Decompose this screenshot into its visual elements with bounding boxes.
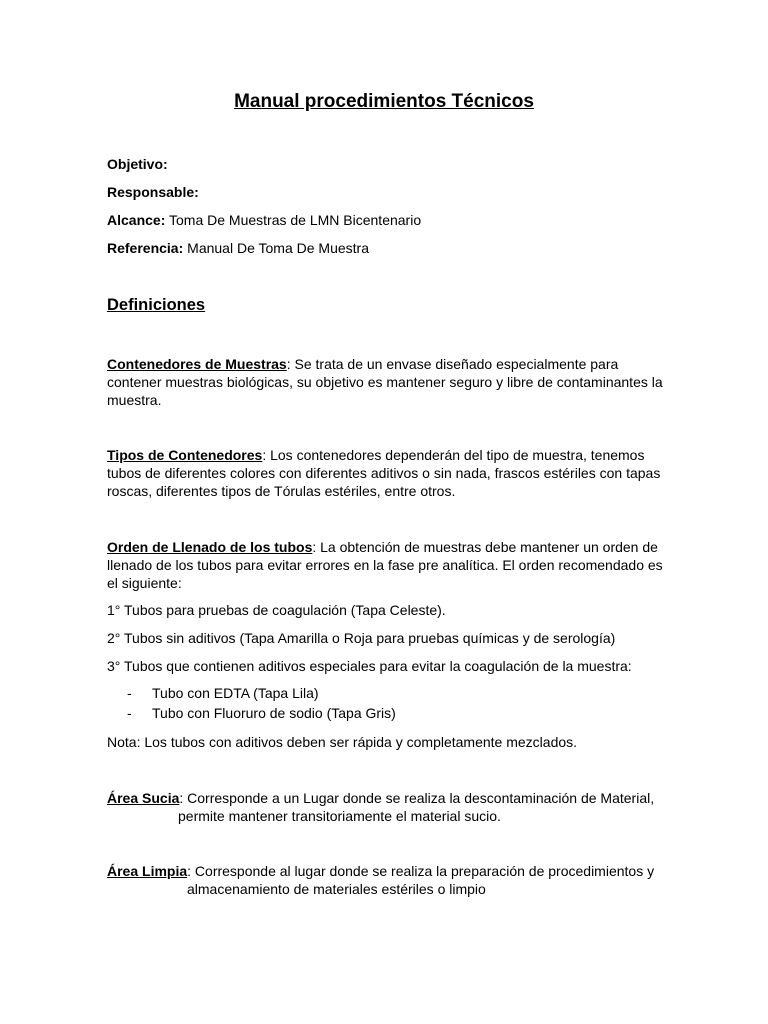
- field-label: Objetivo:: [107, 156, 168, 172]
- definition-text: : Los contenedores dependerán del tipo de muestra, tenemos tubos de diferentes colores con diferentes aditivos o sin nada, frascos estériles con tapas roscas, diferentes tipos de Tórulas estériles, entre otros.: [107, 447, 661, 499]
- definition-term: Área Sucia: [107, 790, 180, 806]
- bullet-item: [127, 685, 319, 701]
- definition-area-limpia: [107, 862, 654, 880]
- field-label: Referencia:: [107, 240, 184, 256]
- bullet-dash: -: [127, 705, 132, 721]
- bullet-text: Tubo con EDTA (Tapa Lila): [152, 685, 319, 701]
- bullet-text: Tubo con Fluoruro de sodio (Tapa Gris): [152, 705, 396, 721]
- order-step-2: 2° Tubos sin aditivos (Tapa Amarilla o Roja para pruebas químicas y de serología): [107, 630, 616, 646]
- field-alcance: [107, 212, 421, 228]
- field-label: Responsable:: [107, 184, 199, 200]
- bullet-item: [127, 705, 396, 721]
- field-referencia: [107, 240, 369, 256]
- definition-contenedores: [107, 355, 667, 409]
- order-step-3: 3° Tubos que contienen aditivos especiales para evitar la coagulación de la muestra:: [107, 658, 632, 674]
- field-label: Alcance:: [107, 212, 166, 228]
- definition-area-limpia-continuation: almacenamiento de materiales estériles o limpio: [187, 881, 486, 897]
- field-value: Manual De Toma De Muestra: [183, 240, 369, 256]
- field-objetivo: [107, 156, 168, 172]
- definition-term: Contenedores de Muestras: [107, 356, 287, 372]
- definition-text: : La obtención de muestras debe mantener un orden de llenado de los tubos para evitar errores en la fase pre analítica. El orden recomendado es el siguiente:: [107, 539, 663, 591]
- definition-text: : Corresponde a un Lugar donde se realiza la descontaminación de Material,: [179, 790, 655, 806]
- definition-term: Tipos de Contenedores: [107, 447, 263, 463]
- definition-text: : Se trata de un envase diseñado especialmente para contener muestras biológicas, su objetivo es mantener seguro y libre de contaminantes la muestra.: [107, 356, 663, 408]
- definition-term: Área Limpia: [107, 863, 188, 879]
- definition-area-sucia-continuation: permite mantener transitoriamente el material sucio.: [178, 808, 501, 824]
- field-responsable: [107, 184, 199, 200]
- definition-tipos: [107, 446, 667, 500]
- document-title: Manual procedimientos Técnicos: [234, 91, 534, 112]
- definition-text: : Corresponde al lugar donde se realiza la preparación de procedimientos y: [187, 863, 655, 879]
- section-title-definiciones: Definiciones: [107, 296, 206, 314]
- field-value: Toma De Muestras de LMN Bicentenario: [165, 212, 422, 228]
- note-text: Nota: Los tubos con aditivos deben ser rápida y completamente mezclados.: [107, 734, 578, 750]
- definition-area-sucia: [107, 789, 654, 807]
- order-step-1: 1° Tubos para pruebas de coagulación (Tapa Celeste).: [107, 602, 446, 618]
- definition-orden: [107, 538, 667, 592]
- bullet-dash: -: [127, 685, 132, 701]
- definition-term: Orden de Llenado de los tubos: [107, 539, 313, 555]
